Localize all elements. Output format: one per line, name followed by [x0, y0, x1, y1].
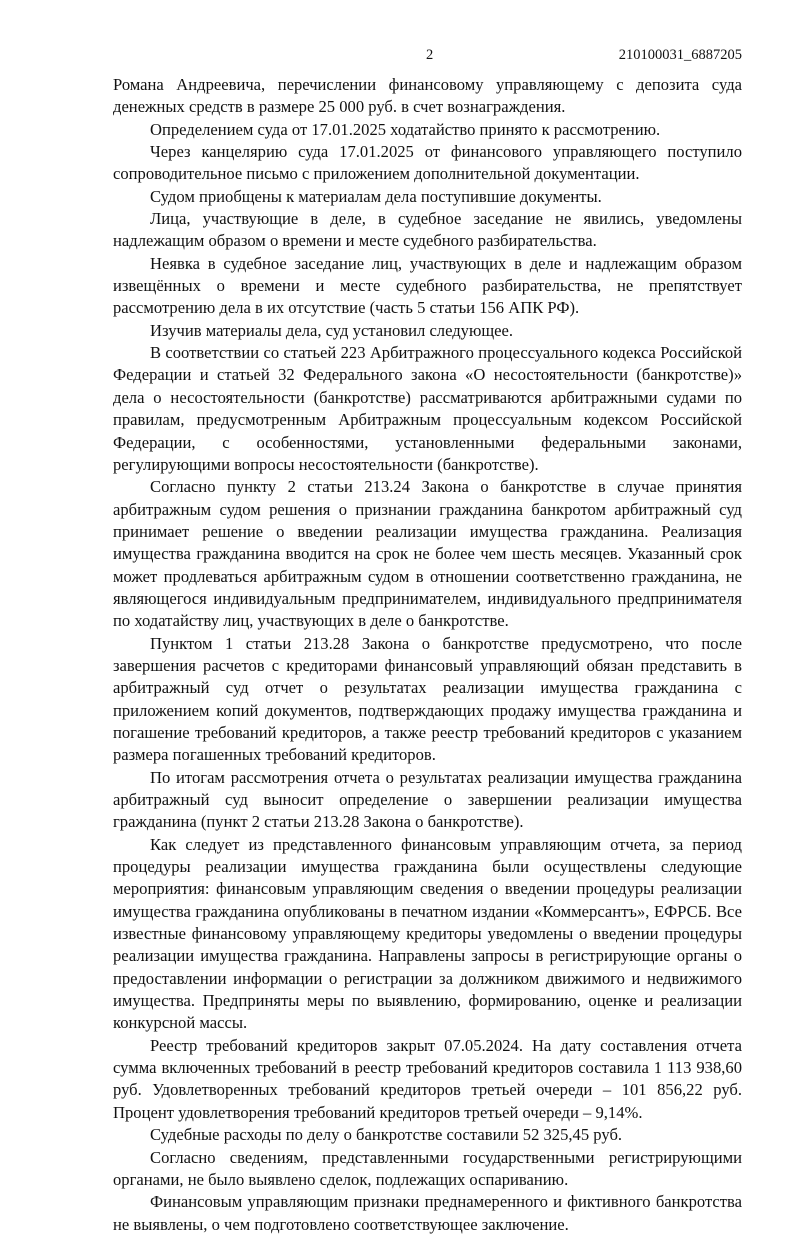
paragraph-continuation: Романа Андреевича, перечислении финансовому управляющему с депозита суда денежных средств в размере 25 000 руб. в счет вознаграждения. [113, 75, 742, 117]
paragraph: Реестр требований кредиторов закрыт 07.05.2024. На дату составления отчета сумма включенных требований в реестр требований кредиторов составила 1 113 938,60 руб. Удовлетворенных требований кредиторов третьей очереди – 101 856,22 руб. Процент удовлетворения требований кредиторов третьей очереди – 9,14%. [113, 1035, 742, 1122]
document-body [113, 74, 742, 1236]
paragraph: Определением суда от 17.01.2025 ходатайство принято к рассмотрению. [150, 119, 661, 139]
paragraph: Финансовым управляющим признаки преднамеренного и фиктивного банкротства не выявлены, о чем подготовлено соответствующее заключение. [113, 1192, 742, 1234]
paragraph: В соответствии со статьей 223 Арбитражного процессуального кодекса Российской Федерации и статьей 32 Федерального закона «О несостоятельности (банкротстве)» дела о несостоятельности (банкротстве) рассматриваются арбитражными судами по правилам, предусмотренным Арбитражным процессуальным кодексом Российской Федерации, с особенностями, установленными федеральными законами, регулирующими вопросы несостоятельности (банкротстве). [113, 343, 742, 474]
page-number: 2 [426, 47, 434, 63]
paragraph: Согласно пункту 2 статьи 213.24 Закона о банкротстве в случае принятия арбитражным судом решения о признании гражданина банкротом арбитражный суд принимает решение о введении реализации имущества гражданина. Реализация имущества гражданина вводится на срок не более чем шесть месяцев. Указанный срок может продлеваться арбитражным судом в отношении соответственно гражданина, не являющегося индивидуальным предпринимателем, индивидуального предпринимателя по ходатайству лиц, участвующих в деле о банкротстве. [113, 477, 742, 631]
paragraph: Лица, участвующие в деле, в судебное заседание не явились, уведомлены надлежащим образом о времени и месте судебного разбирательства. [113, 209, 742, 251]
paragraph: Пунктом 1 статьи 213.28 Закона о банкротстве предусмотрено, что после завершения расчетов с кредиторами финансовый управляющий обязан представить в арбитражный суд отчет о результатах реализации имущества гражданина с приложением копий документов, подтверждающих продажу имущества гражданина и погашение требований кредиторов, а также реестр требований кредиторов с указанием размера погашенных требований кредиторов. [113, 633, 742, 765]
page-header [113, 47, 742, 67]
document-id: 210100031_6887205 [618, 47, 742, 63]
paragraph: По итогам рассмотрения отчета о результатах реализации имущества гражданина арбитражный суд выносит определение о завершении реализации имущества гражданина (пункт 2 статьи 213.28 Закона о банкротстве). [113, 767, 742, 832]
paragraph: Изучив материалы дела, суд установил следующее. [150, 320, 514, 340]
paragraph: Через канцелярию суда 17.01.2025 от финансового управляющего поступило сопроводительное письмо с приложением дополнительной документации. [113, 142, 742, 184]
paragraph: Неявка в судебное заседание лиц, участвующих в деле и надлежащим образом извещённых о времени и месте судебного разбирательства, не препятствует рассмотрению дела в их отсутствие (часть 5 статьи 156 АПК РФ). [113, 253, 742, 318]
paragraph: Как следует из представленного финансовым управляющим отчета, за период процедуры реализации имущества гражданина были осуществлены следующие мероприятия: финансовым управляющим сведения о введении процедуры реализации имущества гражданина опубликованы в печатном издании «Коммерсантъ», ЕФРСБ. Все известные финансовому управляющему кредиторы уведомлены о введении процедуры реализации имущества гражданина. Направлены запросы в регистрирующие органы о предоставлении информации о регистрации за должником движимого и недвижимого имущества. Предприняты меры по выявлению, формированию, оценке и реализации конкурсной массы. [113, 834, 742, 1033]
paragraph: Судебные расходы по делу о банкротстве составили 52 325,45 руб. [150, 1125, 623, 1145]
paragraph: Согласно сведениям, представленными государственными регистрирующими органами, не было выявлено сделок, подлежащих оспариванию. [113, 1147, 742, 1189]
paragraph: Судом приобщены к материалам дела поступившие документы. [150, 186, 602, 206]
